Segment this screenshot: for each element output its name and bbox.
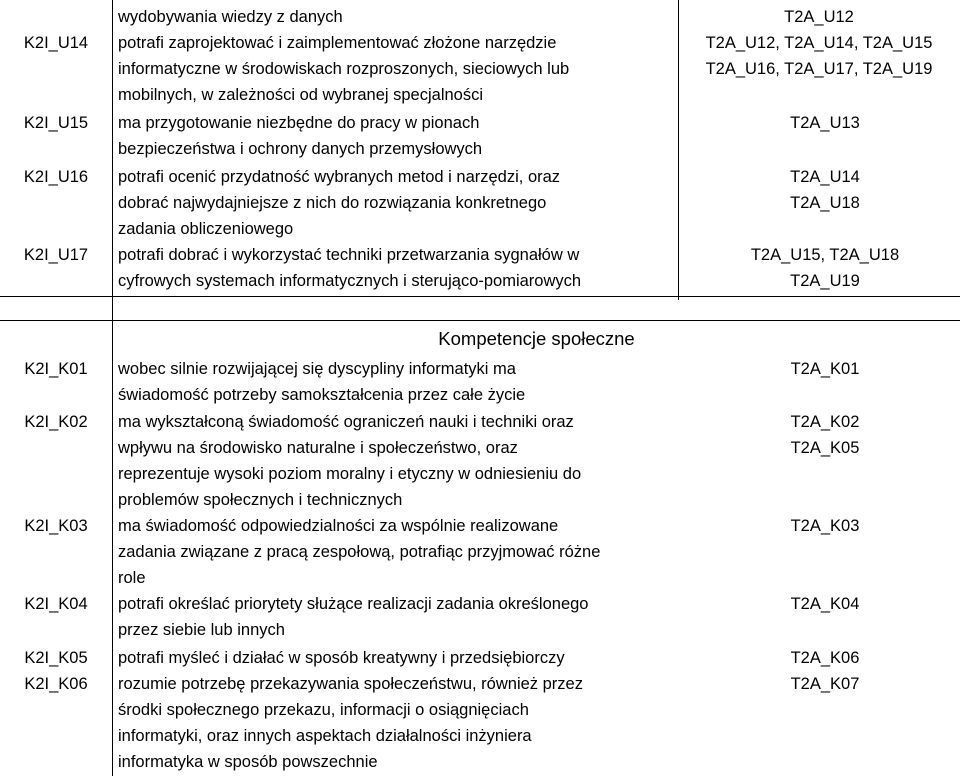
table-cell-description	[118, 409, 678, 513]
effect-code: K2I_U15	[23, 114, 89, 132]
row-divider	[0, 296, 960, 297]
table-cell-mapping	[690, 513, 960, 539]
text-line: T2A_K05	[790, 439, 860, 457]
text-line: przez siebie lub innych	[118, 621, 285, 639]
text-line: potrafi ocenić przydatność wybranych metod i narzędzi, oraz	[118, 168, 561, 186]
effect-code: K2I_K01	[24, 360, 88, 378]
text-line: wydobywania wiedzy z danych	[118, 8, 343, 26]
table-cell-description	[118, 164, 678, 242]
text-line: T2A_K02	[790, 413, 860, 431]
text-line: potrafi dobrać i wykorzystać techniki przetwarzania sygnałów w	[118, 246, 580, 264]
effect-code: K2I_K02	[24, 413, 88, 431]
table-cell-mapping	[690, 645, 960, 671]
table-cell-mapping	[690, 164, 960, 216]
text-line: świadomość potrzeby samokształcenia przez całe życie	[118, 386, 526, 404]
table-cell-description	[118, 4, 678, 30]
text-line: T2A_U16, T2A_U17, T2A_U19	[705, 60, 933, 78]
effect-code: K2I_K06	[24, 675, 88, 693]
row-divider	[0, 320, 960, 321]
text-line: role	[118, 569, 146, 587]
section-heading: Kompetencje społeczne	[438, 328, 635, 349]
text-line: bezpieczeństwa i ochrony danych przemysłowych	[118, 140, 483, 158]
effect-code: K2I_K04	[24, 595, 88, 613]
text-line: środki społecznego przekazu, informacji o osiągnięciach	[118, 701, 529, 719]
table-cell-description	[118, 356, 678, 408]
effect-code: K2I_K05	[24, 649, 88, 667]
text-line: ma przygotowanie niezbędne do pracy w pionach	[118, 114, 480, 132]
table-cell-mapping	[690, 242, 960, 294]
effect-code: K2I_U16	[23, 168, 89, 186]
table-cell-description	[118, 242, 678, 294]
text-line: informatyczne w środowiskach rozproszonych, sieciowych lub	[118, 60, 570, 78]
effect-code: K2I_K03	[24, 517, 88, 535]
text-line: dobrać najwydajniejsze z nich do rozwiązania konkretnego	[118, 194, 547, 212]
text-line: T2A_U12, T2A_U14, T2A_U15	[705, 34, 933, 52]
text-line: informatyka w sposób powszechnie	[118, 753, 378, 771]
column-divider	[112, 0, 113, 776]
text-line: zadania związane z pracą zespołową, potrafiąc przyjmować różne	[118, 543, 601, 561]
text-line: T2A_U19	[790, 272, 860, 290]
table-cell-description	[118, 671, 678, 775]
text-line: T2A_U12	[784, 8, 854, 26]
text-line: wobec silnie rozwijającej się dyscypliny informatyki ma	[118, 360, 516, 378]
table-cell-mapping	[678, 30, 960, 82]
text-line: T2A_U15, T2A_U18	[750, 246, 900, 264]
text-line: T2A_K04	[790, 595, 860, 613]
table-cell-mapping	[690, 110, 960, 136]
table-cell-mapping	[690, 591, 960, 617]
table-cell-description	[118, 30, 678, 108]
table-cell-mapping	[690, 409, 960, 461]
text-line: wpływu na środowisko naturalne i społeczeństwo, oraz	[118, 439, 518, 457]
table-cell-description	[118, 591, 678, 643]
text-line: T2A_K01	[790, 360, 860, 378]
effect-code: K2I_U17	[23, 246, 89, 264]
text-line: T2A_U18	[790, 194, 860, 212]
text-line: rozumie potrzebę przekazywania społeczeństwu, również przez	[118, 675, 583, 693]
text-line: T2A_K03	[790, 517, 860, 535]
text-line: potrafi myśleć i działać w sposób kreatywny i przedsiębiorczy	[118, 649, 565, 667]
text-line: potrafi zaprojektować i zaimplementować złożone narzędzie	[118, 34, 557, 52]
table-cell-mapping	[690, 356, 960, 382]
table-cell-description	[118, 110, 678, 162]
text-line: T2A_U13	[790, 114, 860, 132]
text-line: T2A_U14	[790, 168, 860, 186]
table-cell-mapping	[690, 671, 960, 697]
text-line: ma świadomość odpowiedzialności za wspólnie realizowane	[118, 517, 559, 535]
text-line: ma wykształconą świadomość ograniczeń nauki i techniki oraz	[118, 413, 574, 431]
text-line: T2A_K07	[790, 675, 860, 693]
text-line: mobilnych, w zależności od wybranej specjalności	[118, 86, 484, 104]
text-line: cyfrowych systemach informatycznych i sterująco-pomiarowych	[118, 272, 582, 290]
table-cell-description	[118, 645, 678, 671]
text-line: informatyki, oraz innych aspektach działalności inżyniera	[118, 727, 532, 745]
table-cell-mapping	[678, 4, 960, 30]
text-line: T2A_K06	[790, 649, 860, 667]
table-cell-description	[118, 513, 678, 591]
text-line: problemów społecznych i technicznych	[118, 491, 403, 509]
text-line: reprezentuje wysoki poziom moralny i etyczny w odniesieniu do	[118, 465, 582, 483]
text-line: potrafi określać priorytety służące realizacji zadania określonego	[118, 595, 589, 613]
effect-code: K2I_U14	[23, 34, 89, 52]
text-line: zadania obliczeniowego	[118, 220, 294, 238]
